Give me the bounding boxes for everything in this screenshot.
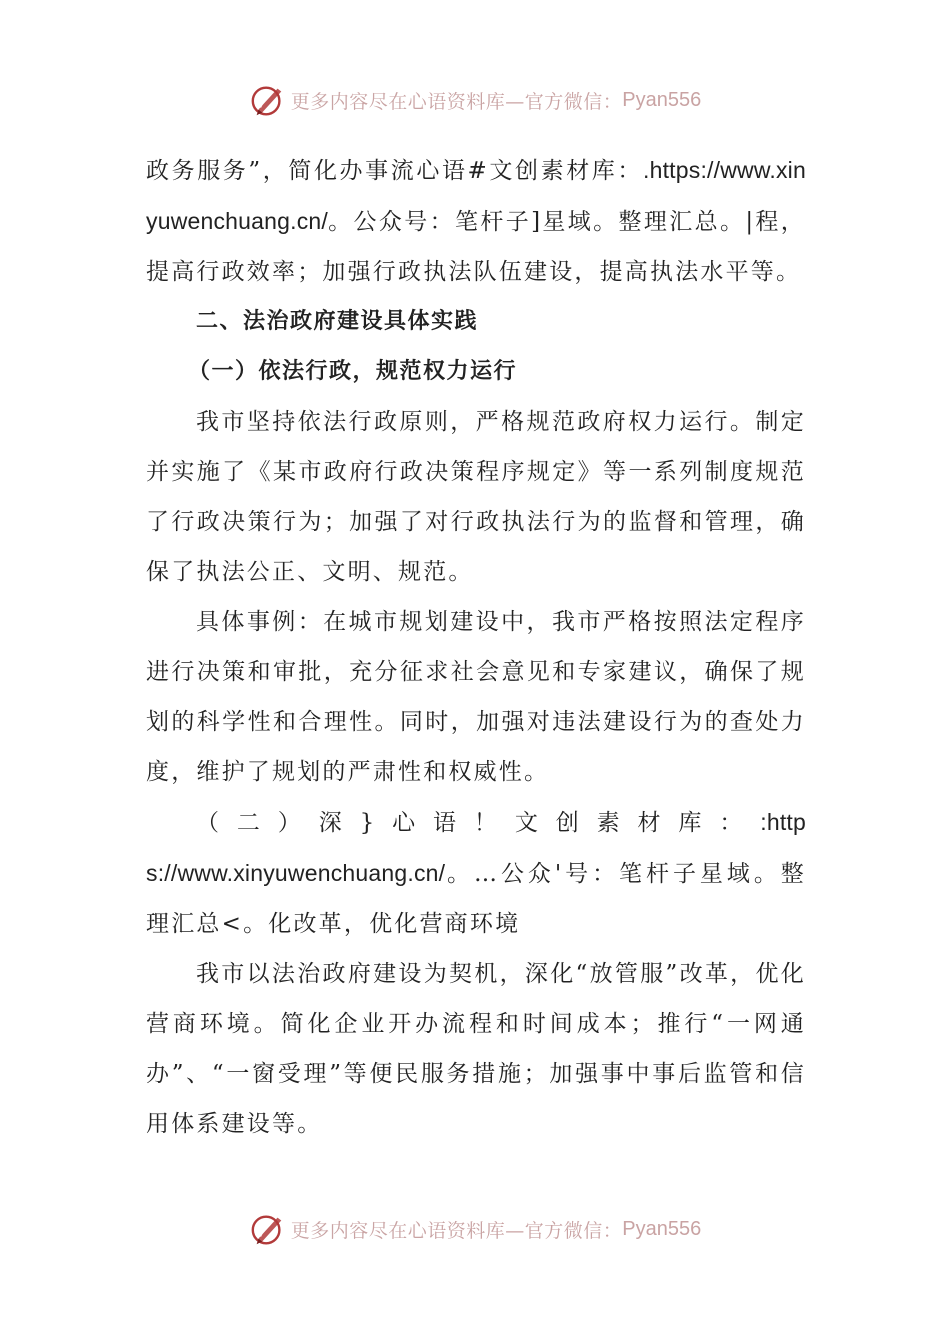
- banner-text: 更多内容尽在心语资料库—官方微信：: [290, 1219, 623, 1242]
- subsection-heading-1: （一）依法行政，规范权力运行: [188, 359, 518, 384]
- paragraph-4: [146, 797, 806, 949]
- section-heading: 二、法治政府建设具体实践: [196, 309, 479, 334]
- paragraph-1-text-b: 。公众号：笔杆子]星域。整理汇总。|程，提高行政效率；加强行政执法队伍建设，提高执法水平等。: [146, 209, 806, 285]
- paragraph-3: 具体事例：在城市规划建设中，我市严格按照法定程序进行决策和审批，充分征求社会意见和专家建议，确保了规划的科学性和合理性。同时，加强对违法建设行为的查处力度，维护了规划的严肃性和权威性。: [146, 609, 806, 785]
- paragraph-4-url: www.xinyuwenchuang.cn/: [177, 860, 446, 886]
- paragraph-4-text-b: 。…公众'号：笔杆子星域。整理汇总<。化改革，优化营商环境: [146, 861, 806, 937]
- paragraph-1-text-a: 政务服务”，简化办事流心语#文创素材库：: [146, 158, 643, 184]
- document-body: [146, 145, 806, 1149]
- banner-wechat-id: Pyan556: [622, 1217, 702, 1240]
- pen-logo-icon: [249, 81, 287, 119]
- watermark-banner-top: [0, 78, 950, 122]
- pen-logo-icon: [249, 1210, 287, 1248]
- banner-text: 更多内容尽在心语资料库—官方微信：: [290, 90, 623, 113]
- banner-wechat-id: Pyan556: [622, 88, 702, 111]
- paragraph-1-url: www.xinyuwenchuang.cn/: [146, 157, 806, 234]
- watermark-banner-bottom: [0, 1207, 950, 1251]
- paragraph-2: 我市坚持依法行政原则，严格规范政府权力运行。制定并实施了《某市政府行政决策程序规定》等一系列制度规范了行政决策行为；加强了对行政执法行为的监督和管理，确保了执法公正、文明、规范。: [146, 409, 806, 585]
- paragraph-4-url-scheme: :https://: [146, 809, 806, 886]
- paragraph-1-url-scheme: .https://: [643, 157, 721, 183]
- paragraph-4-text-a: （二）深}心语！文创素材库：: [196, 810, 761, 836]
- paragraph-1: [146, 145, 806, 297]
- paragraph-5: 我市以法治政府建设为契机，深化“放管服”改革，优化营商环境。简化企业开办流程和时间成本；推行“一网通办”、“一窗受理”等便民服务措施；加强事中事后监管和信用体系建设等。: [146, 961, 806, 1137]
